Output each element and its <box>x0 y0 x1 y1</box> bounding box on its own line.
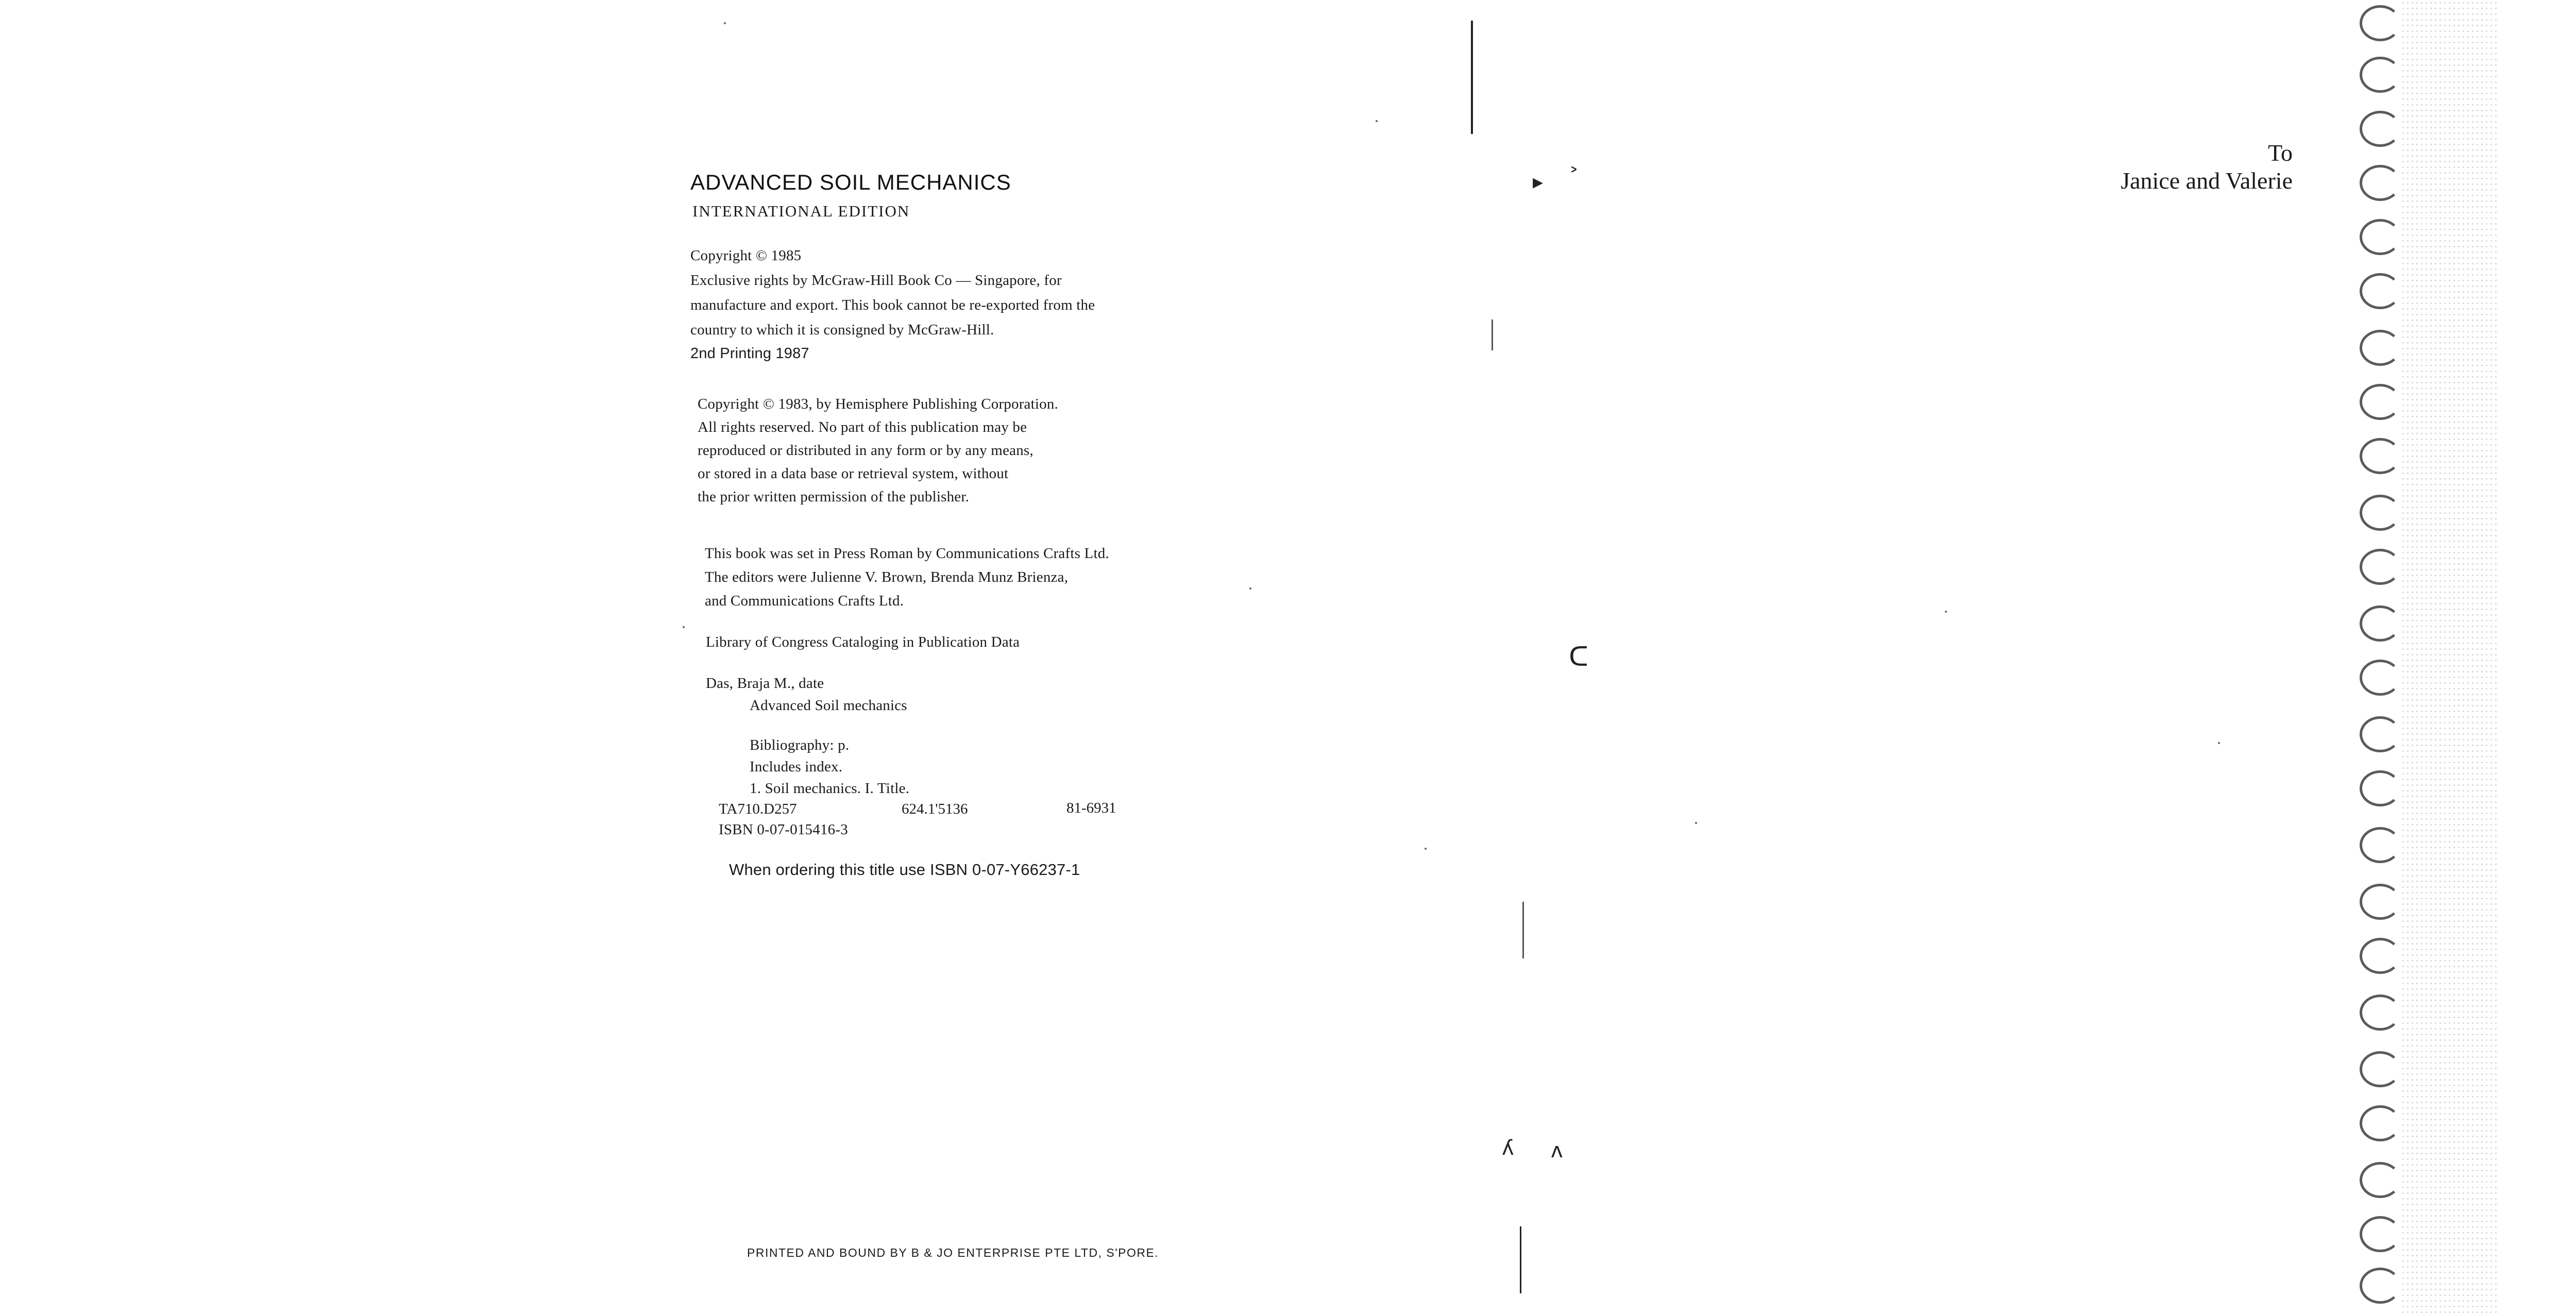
scan-mark-icon: ʌ <box>1551 1139 1563 1163</box>
scan-speck <box>1376 120 1378 122</box>
cip-subjects: 1. Soil mechanics. I. Title. <box>750 780 910 797</box>
typesetting-line-2: The editors were Julienne V. Brown, Brenda Munz Brienza, <box>705 569 1069 585</box>
binding-hole <box>2360 884 2401 920</box>
book-title: ADVANCED SOIL MECHANICS <box>690 170 1011 194</box>
hemisphere-copyright-line-5: the prior written permission of the publisher. <box>698 488 970 505</box>
scan-speck <box>1249 587 1251 589</box>
binding-hole <box>2360 219 2401 255</box>
binding-hole <box>2360 938 2401 974</box>
gutter-dash <box>1522 902 1524 958</box>
arrow-mark-icon: ▸ <box>1533 170 1544 194</box>
scan-speck <box>724 22 726 24</box>
binding-hole <box>2360 770 2401 806</box>
typesetting-line-3: and Communications Crafts Ltd. <box>705 593 904 609</box>
cip-lccn: 81-6931 <box>1066 800 1116 816</box>
edition-label: INTERNATIONAL EDITION <box>692 202 910 220</box>
binding-hole <box>2360 1216 2401 1252</box>
binding-hole <box>2360 495 2401 531</box>
scan-speck <box>1945 611 1947 613</box>
cip-heading: Library of Congress Cataloging in Publication Data <box>706 634 1020 650</box>
dedication <box>2121 139 2293 195</box>
binding-hole <box>2360 57 2401 93</box>
binding-hole <box>2360 384 2401 420</box>
scan-speck <box>1425 848 1427 850</box>
binding-hole <box>2360 1105 2401 1141</box>
binding-hole <box>2360 716 2401 752</box>
scan-speck <box>1695 822 1697 824</box>
cip-call-number: TA710.D257 <box>719 801 797 817</box>
binding-hole <box>2360 165 2401 201</box>
binding-shadow <box>2401 0 2499 1314</box>
exclusive-rights-line-3: country to which it is consigned by McGraw-Hill. <box>690 322 994 338</box>
printed-by-line: PRINTED AND BOUND BY B & JO ENTERPRISE PTE LTD, S'PORE. <box>747 1246 1159 1259</box>
gutter-line-bottom <box>1520 1226 1521 1293</box>
spiral-binding <box>2339 0 2509 1314</box>
hemisphere-copyright-line-4: or stored in a data base or retrieval system, without <box>698 465 1009 482</box>
exclusive-rights-line-2: manufacture and export. This book cannot be re-exported from the <box>690 297 1095 313</box>
binding-hole <box>2360 995 2401 1031</box>
scan-mark-icon: ᑕ <box>1569 642 1588 672</box>
binding-hole <box>2360 827 2401 863</box>
dedication-names: Janice and Valerie <box>2121 167 2293 194</box>
binding-hole <box>2360 1268 2401 1304</box>
copyright-page <box>690 165 1257 1299</box>
binding-hole <box>2360 111 2401 147</box>
cip-author: Das, Braja M., date <box>706 675 824 692</box>
gutter-dash <box>1492 319 1493 350</box>
hemisphere-copyright-line-1: Copyright © 1983, by Hemisphere Publishing Corporation. <box>698 396 1058 412</box>
gutter-line-top <box>1471 21 1473 134</box>
cip-index: Includes index. <box>750 759 843 775</box>
hemisphere-copyright-line-2: All rights reserved. No part of this publication may be <box>698 419 1027 435</box>
binding-hole <box>2360 660 2401 696</box>
binding-hole <box>2360 549 2401 585</box>
scan-speck <box>2218 742 2220 744</box>
binding-hole <box>2360 605 2401 642</box>
cip-isbn: ISBN 0-07-015416-3 <box>719 821 848 838</box>
scan-mark-icon: ʎ <box>1502 1136 1514 1160</box>
printing-line: 2nd Printing 1987 <box>690 345 809 362</box>
binding-hole <box>2360 1051 2401 1087</box>
ordering-note: When ordering this title use ISBN 0-07-Y66237-1 <box>729 861 1080 879</box>
binding-hole <box>2360 273 2401 309</box>
exclusive-rights-line-1: Exclusive rights by McGraw-Hill Book Co — Singapore, for <box>690 272 1062 289</box>
cip-bibliography: Bibliography: p. <box>750 737 850 753</box>
binding-hole <box>2360 1162 2401 1198</box>
binding-hole <box>2360 5 2401 41</box>
copyright-line: Copyright © 1985 <box>690 247 802 264</box>
dedication-to: To <box>2268 140 2293 166</box>
typesetting-line-1: This book was set in Press Roman by Communications Crafts Ltd. <box>705 545 1109 562</box>
hemisphere-copyright-line-3: reproduced or distributed in any form or by any means, <box>698 442 1033 459</box>
binding-hole <box>2360 330 2401 366</box>
cip-title: Advanced Soil mechanics <box>750 697 907 714</box>
binding-hole <box>2360 438 2401 474</box>
arrow-mark-icon: ˃ <box>1569 165 1579 189</box>
scan-speck <box>683 626 685 628</box>
cip-dewey: 624.1'5136 <box>902 801 968 817</box>
